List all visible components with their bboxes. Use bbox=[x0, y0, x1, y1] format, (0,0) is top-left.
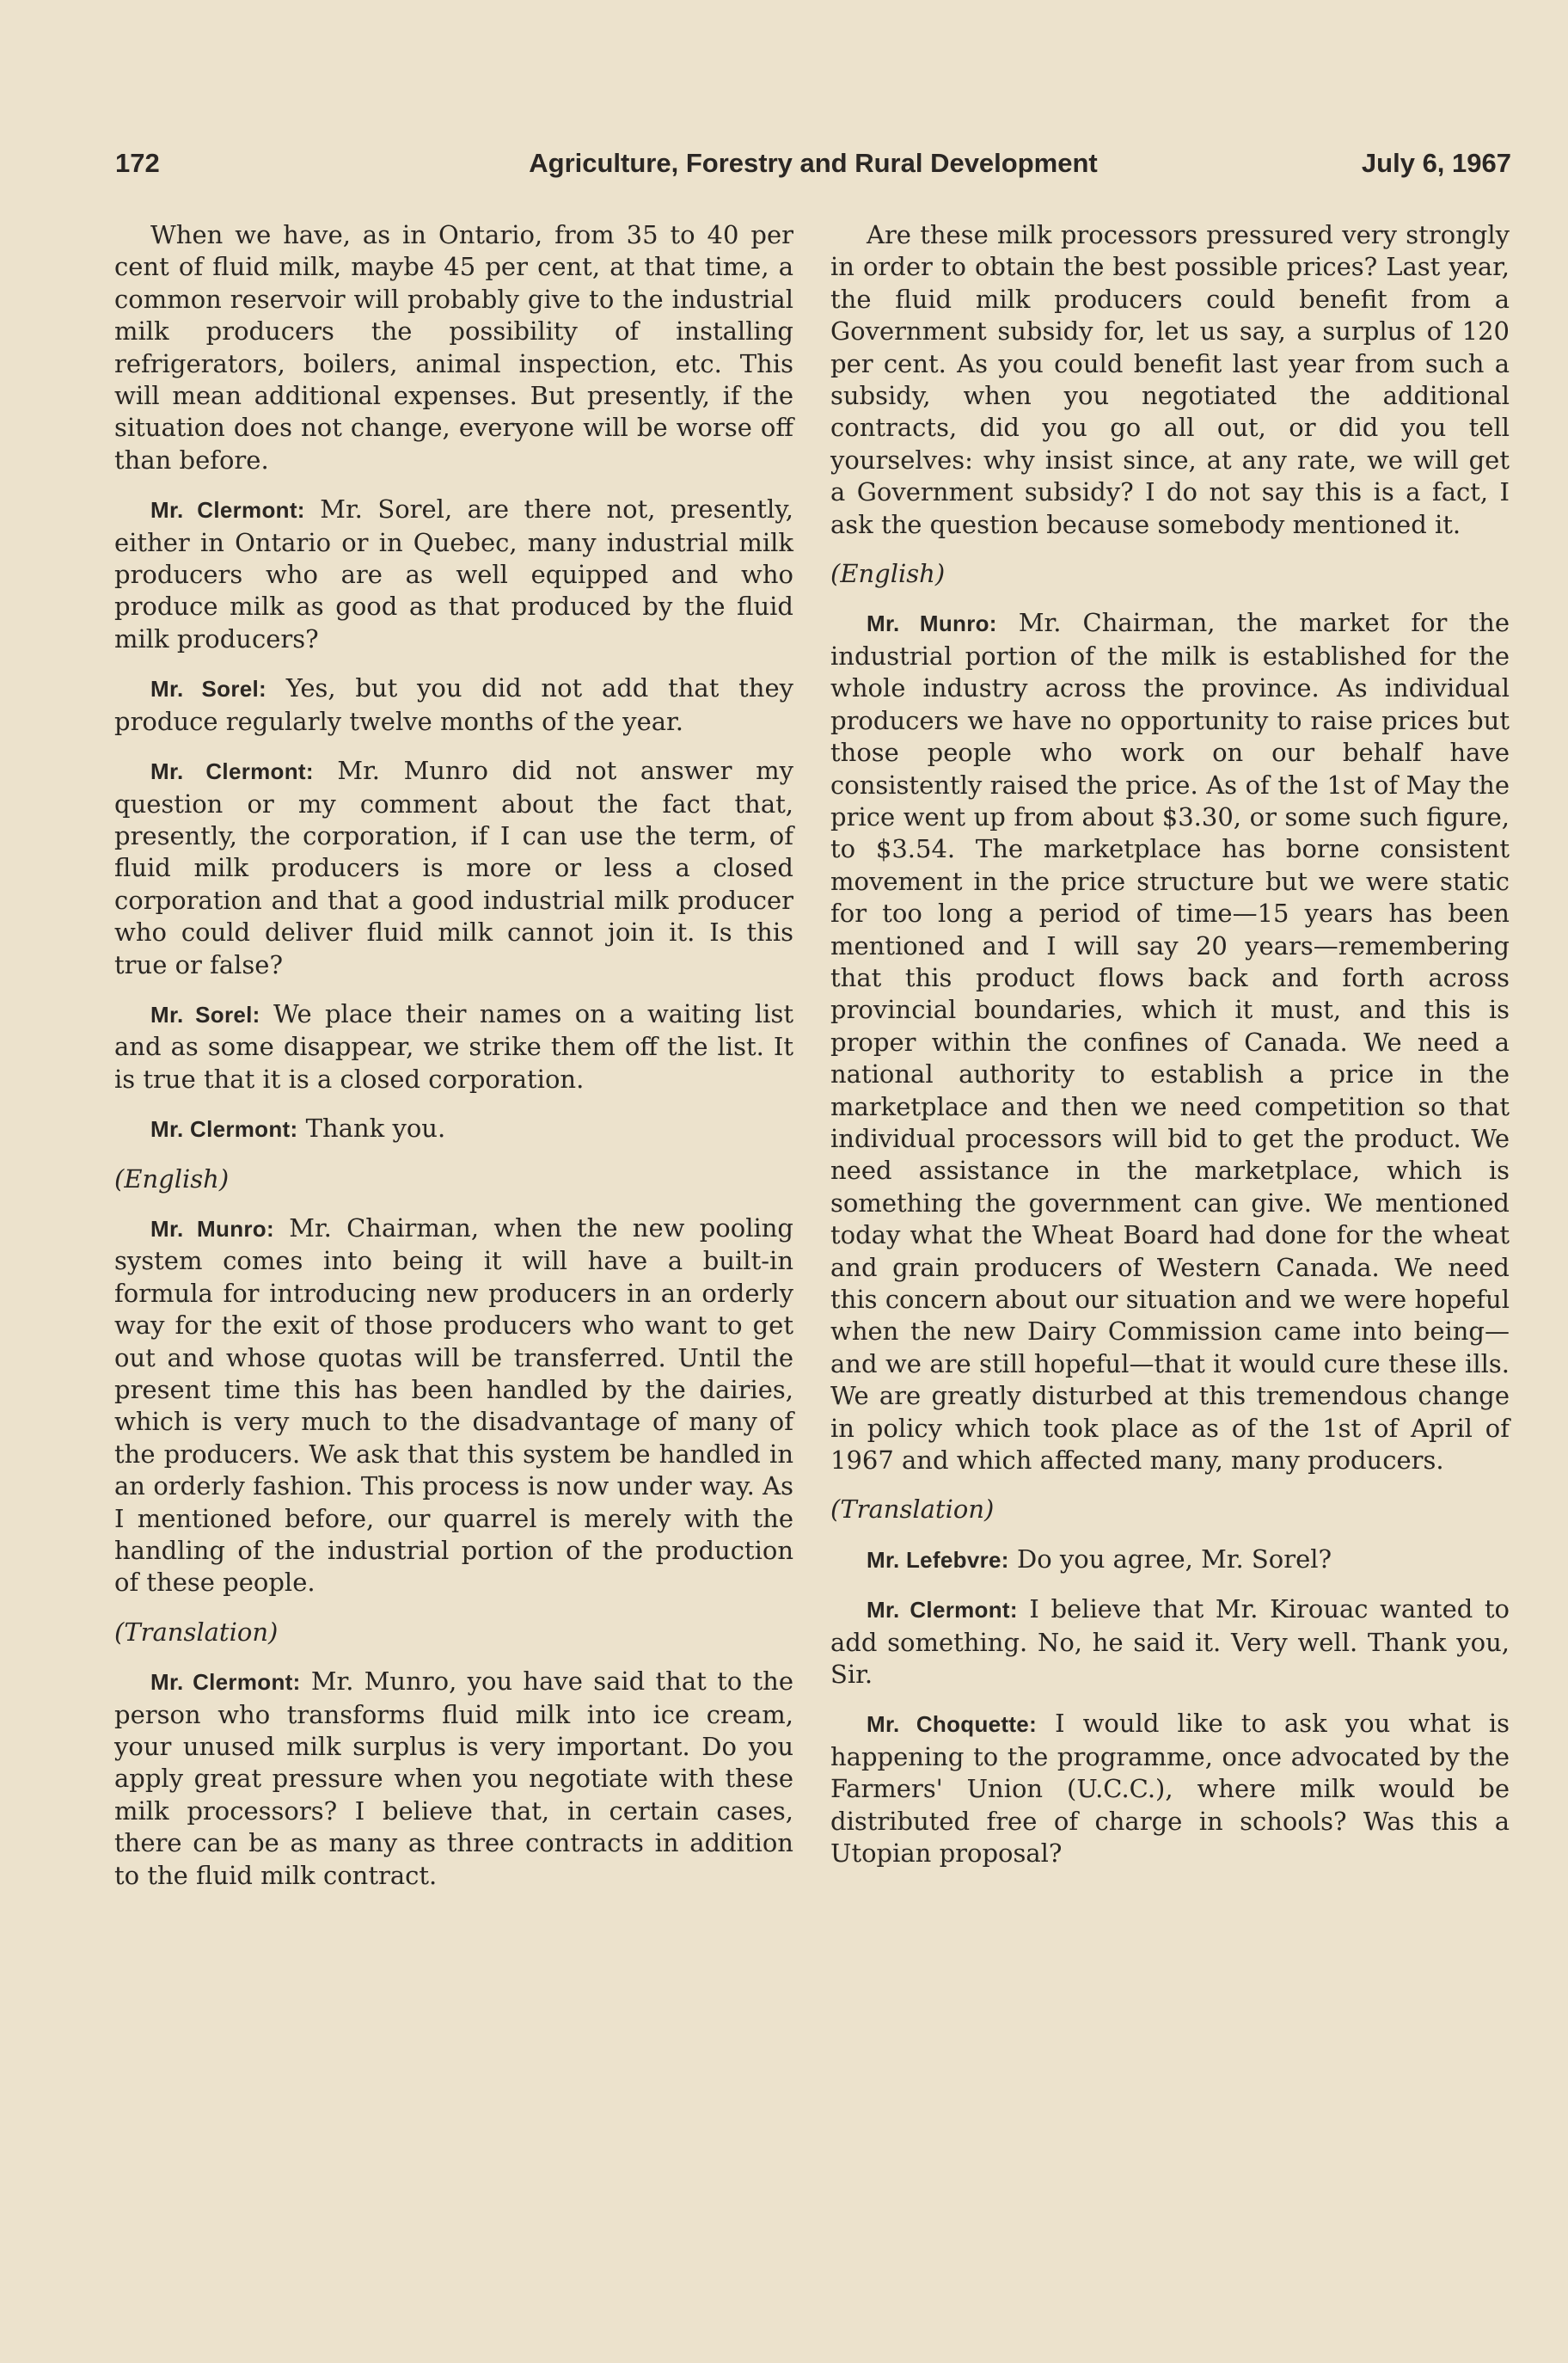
paragraph: When we have, as in Ontario, from 35 to 40 per cent of fluid milk, maybe 45 per cent, at that time, a common reservoir will probably give to the industrial milk producers the possibility of installing refrigerators, boilers, animal inspection, etc. This will mean additional expenses. But presently, if the situation does not change, everyone will be worse off than before. bbox=[114, 220, 793, 475]
language-marker: (Translation) bbox=[114, 1617, 279, 1647]
right-column bbox=[830, 219, 1510, 1887]
left-column bbox=[114, 219, 793, 1909]
speech-text: I believe that Mr. Kirouac wanted to add something. No, he said it. Very well. Thank you, Sir. bbox=[830, 1594, 1510, 1690]
paragraph: Are these milk processors pressured very strongly in order to obtain the best possible prices? Last year, the fluid milk producers could benefit from a Government subsidy for, let us say, a surplus of 120 per cent. As you could benefit last year from such a subsidy, when you negotiated the additional contracts, did you go all out, or did you tell yourselves: why insist since, at any rate, we will get a Government subsidy? I do not say this is a fact, I ask the question because somebody mentioned it. bbox=[830, 220, 1510, 539]
speech-text: Mr. Chairman, when the new pooling system comes into being it will have a built-in formula for introducing new producers in an orderly way for the exit of those producers who want to get out and whose quotas will be transferred. Until the present time this has been handled by the dairies, which is very much to the disadvantage of many of the producers. We ask that this system be handled in an orderly fashion. This process is now under way. As I mentioned before, our quarrel is merely with the handling of the industrial portion of the production of these people. bbox=[114, 1212, 793, 1598]
speech-paragraph bbox=[114, 1666, 793, 1892]
speech-paragraph bbox=[830, 1708, 1510, 1869]
page-number: 172 bbox=[115, 148, 160, 178]
speech-paragraph bbox=[114, 1212, 793, 1599]
speaker-name: Mr. Munro: bbox=[150, 1215, 274, 1242]
speech-text: I would like to ask you what is happening to the programme, once advocated by the Farmers' Union (U.C.C.), where milk would be distributed free of charge in schools? Was this a Utopian proposal? bbox=[830, 1709, 1510, 1869]
speaker-name: Mr. Clermont: bbox=[150, 758, 314, 785]
speaker-name: Mr. Clermont: bbox=[150, 497, 305, 524]
speech-text: We place their names on a waiting list and as some disappear, we strike them off the list. It is true that it is a closed corporation. bbox=[114, 998, 793, 1094]
running-date: July 6, 1967 bbox=[1361, 148, 1511, 178]
language-marker: (English) bbox=[830, 559, 946, 589]
speech-text: Yes, but you did not add that they produce regularly twelve months of the year. bbox=[114, 673, 793, 736]
speech-paragraph bbox=[114, 672, 793, 738]
speech-text: Thank you. bbox=[297, 1114, 446, 1144]
speech-paragraph bbox=[114, 494, 793, 655]
speech-text: Mr. Munro, you have said that to the person who transforms fluid milk into ice cream, your unused milk surplus is very important. Do you apply great pressure when you negotiate with these milk processors? I believe that, in certain cases, there can be as many as three contracts in addition to the fluid milk contract. bbox=[114, 1666, 793, 1890]
speaker-name: Mr. Clermont: bbox=[867, 1597, 1018, 1623]
language-marker: (Translation) bbox=[830, 1495, 995, 1525]
speaker-name: Mr. Clermont: bbox=[150, 1116, 298, 1143]
speaker-name: Mr. Sorel: bbox=[150, 1001, 260, 1028]
speech-paragraph bbox=[114, 998, 793, 1096]
language-marker: (English) bbox=[114, 1163, 230, 1194]
running-title: Agriculture, Forestry and Rural Development bbox=[529, 148, 1098, 178]
speaker-name: Mr. Choquette: bbox=[867, 1711, 1038, 1738]
speech-paragraph bbox=[830, 1593, 1510, 1691]
speech-text: Mr. Sorel, are there not, presently, either in Ontario or in Quebec, many industrial milk producers who are as well equipped and who produce milk as good as that produced by the fluid milk producers? bbox=[114, 494, 793, 654]
speaker-name: Mr. Sorel: bbox=[150, 676, 266, 703]
speech-text: Mr. Munro did not answer my question or my comment about the fact that, presently, the corporation, if I can use the term, of fluid milk producers is more or less a closed corporation and that a good industrial milk producer who could deliver fluid milk cannot join it. Is this true or false? bbox=[114, 756, 793, 979]
speech-paragraph bbox=[114, 1113, 793, 1145]
speech-paragraph bbox=[114, 755, 793, 981]
page-header bbox=[115, 148, 1511, 191]
speech-text: Mr. Chairman, the market for the industrial portion of the milk is established for the whole industry across the province. As individual producers we have no opportunity to raise prices but those people who work on our behalf have consistently raised the price. As of the 1st of May the price went up from about $3.30, or some such figure, to $3.54. The marketplace has borne consistent movement in the price structure but we were static for too long a period of time—15 years has been mentioned and I will say 20 years—remembering that this product flows back and forth across provincial boundaries, which it must, and this is proper within the confines of Canada. We need a national authority to establish a price in the marketplace and then we need competition so that individual processors will bid to get the product. We need assistance in the marketplace, which is something the government can give. We mentioned today what the Wheat Board had done for the wheat and grain producers of Western Canada. We need this concern about our situation and we were hopeful when the new Dairy Commission came into being—and we are still hopeful—that it would cure these ills. We are greatly disturbed at this tremendous change in policy which took place as of the 1st of April of 1967 and which affected many, many producers. bbox=[830, 608, 1510, 1476]
speaker-name: Mr. Lefebvre: bbox=[867, 1546, 1009, 1573]
speaker-name: Mr. Clermont: bbox=[150, 1669, 301, 1696]
speech-text: Do you agree, Mr. Sorel? bbox=[1008, 1544, 1332, 1574]
speaker-name: Mr. Munro: bbox=[867, 611, 997, 637]
speech-paragraph bbox=[830, 1544, 1510, 1576]
speech-paragraph bbox=[830, 607, 1510, 1476]
